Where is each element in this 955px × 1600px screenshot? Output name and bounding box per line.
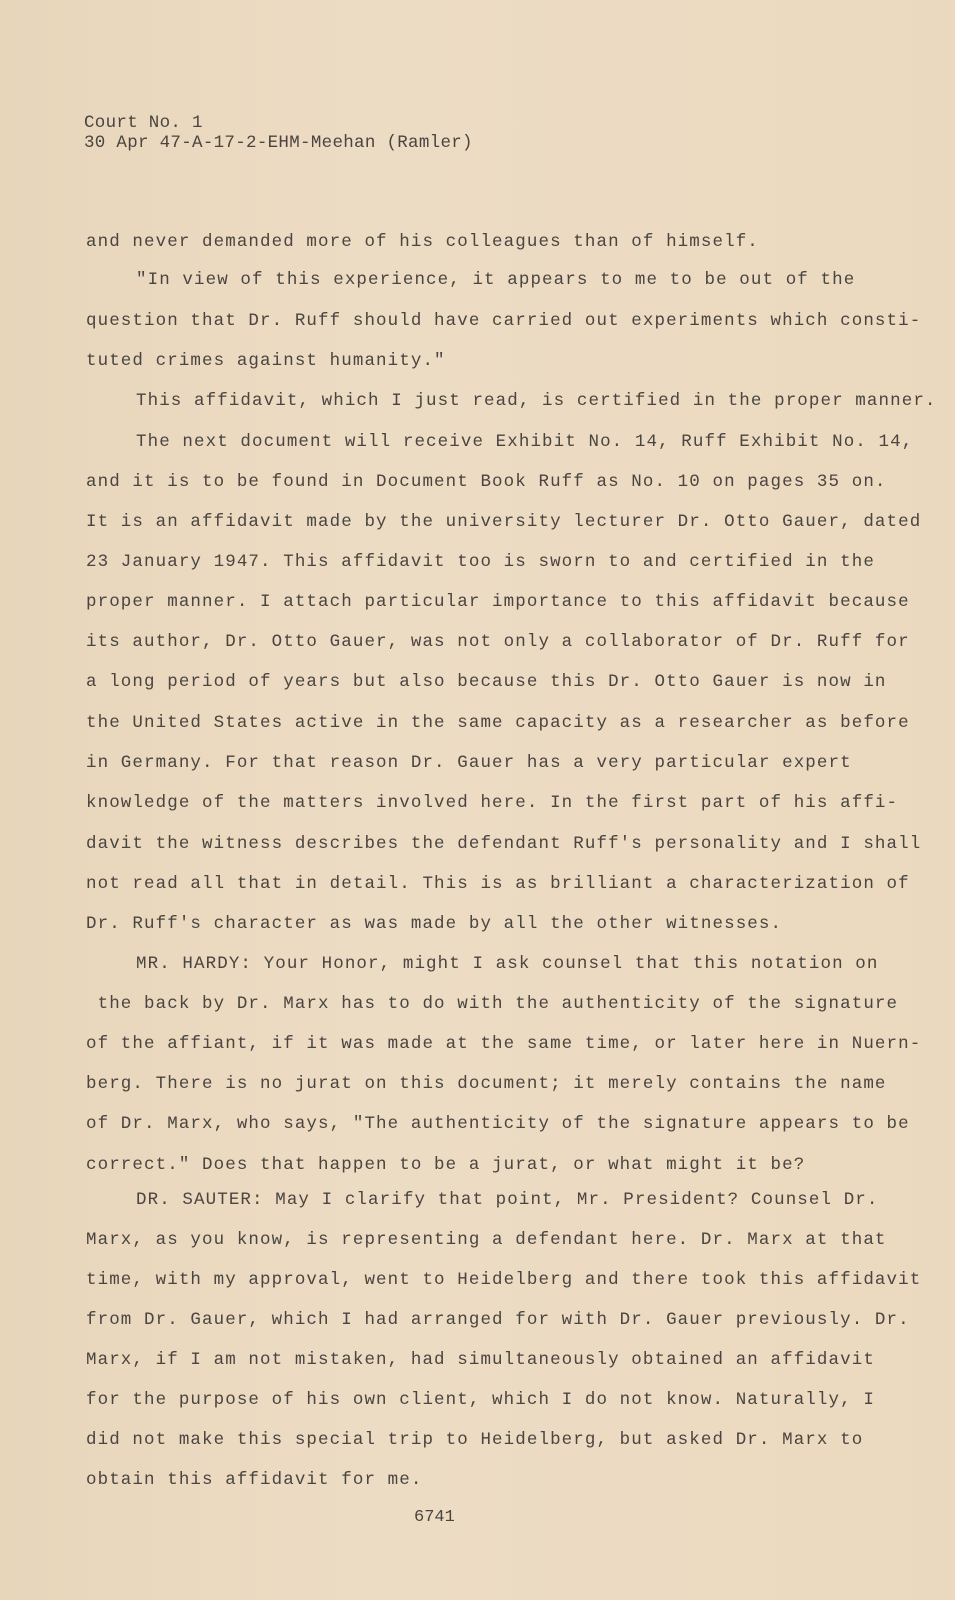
text-line: 23 January 1947. This affidavit too is sworn to and certified in the <box>86 552 875 572</box>
court-number: Court No. 1 <box>84 113 203 133</box>
text-line: Marx, if I am not mistaken, had simultaneously obtained an affidavit <box>86 1350 875 1370</box>
text-line: from Dr. Gauer, which I had arranged for with Dr. Gauer previously. Dr. <box>86 1310 910 1330</box>
text-line: and never demanded more of his colleagues than of himself. <box>86 232 759 252</box>
text-line: proper manner. I attach particular importance to this affidavit because <box>86 592 910 612</box>
text-line: The next document will receive Exhibit No. 14, Ruff Exhibit No. 14, <box>136 432 914 452</box>
text-line: Dr. Ruff's character as was made by all the other witnesses. <box>86 914 783 934</box>
text-line: time, with my approval, went to Heidelberg and there took this affidavit <box>86 1270 922 1290</box>
text-line: in Germany. For that reason Dr. Gauer has a very particular expert <box>86 753 852 773</box>
text-line: MR. HARDY: Your Honor, might I ask counsel that this notation on <box>136 954 879 974</box>
text-line: berg. There is no jurat on this document; it merely contains the name <box>86 1074 887 1094</box>
text-line: This affidavit, which I just read, is certified in the proper manner. <box>136 391 937 411</box>
text-line: did not make this special trip to Heidelberg, but asked Dr. Marx to <box>86 1430 864 1450</box>
text-line: Marx, as you know, is representing a defendant here. Dr. Marx at that <box>86 1230 887 1250</box>
text-line: of the affiant, if it was made at the same time, or later here in Nuern- <box>86 1034 922 1054</box>
transcript-reference: 30 Apr 47-A-17-2-EHM-Meehan (Ramler) <box>84 133 473 153</box>
text-line: its author, Dr. Otto Gauer, was not only a collaborator of Dr. Ruff for <box>86 632 910 652</box>
text-line: and it is to be found in Document Book Ruff as No. 10 on pages 35 on. <box>86 472 887 492</box>
text-line: davit the witness describes the defendant Ruff's personality and I shall <box>86 834 922 854</box>
text-line: the United States active in the same capacity as a researcher as before <box>86 713 910 733</box>
text-line: obtain this affidavit for me. <box>86 1470 423 1490</box>
text-line: of Dr. Marx, who says, "The authenticity of the signature appears to be <box>86 1114 910 1134</box>
text-line: the back by Dr. Marx has to do with the authenticity of the signature <box>86 994 899 1014</box>
text-line: a long period of years but also because this Dr. Otto Gauer is now in <box>86 672 887 692</box>
text-line: DR. SAUTER: May I clarify that point, Mr. President? Counsel Dr. <box>136 1190 879 1210</box>
text-line: for the purpose of his own client, which I do not know. Naturally, I <box>86 1390 875 1410</box>
page-number: 6741 <box>414 1508 455 1527</box>
text-line: tuted crimes against humanity." <box>86 351 446 371</box>
text-line: not read all that in detail. This is as brilliant a characterization of <box>86 874 910 894</box>
text-line: question that Dr. Ruff should have carried out experiments which consti- <box>86 311 922 331</box>
text-line: correct." Does that happen to be a jurat, or what might it be? <box>86 1155 806 1175</box>
text-line: knowledge of the matters involved here. In the first part of his affi- <box>86 793 899 813</box>
text-line: "In view of this experience, it appears to me to be out of the <box>136 270 856 290</box>
text-line: It is an affidavit made by the university lecturer Dr. Otto Gauer, dated <box>86 512 922 532</box>
